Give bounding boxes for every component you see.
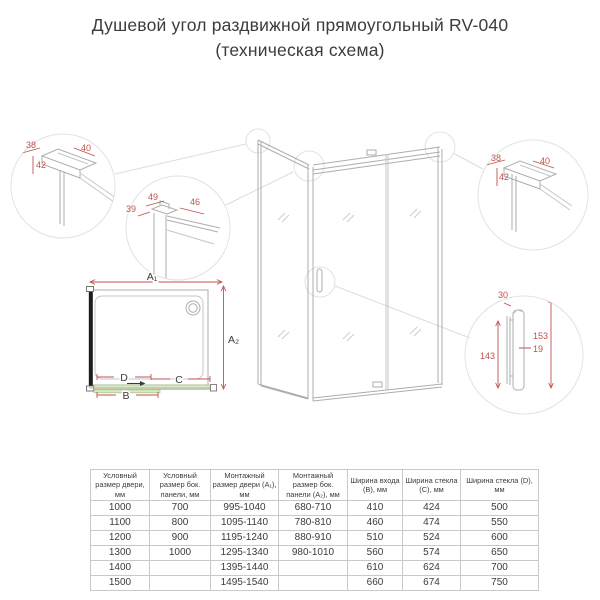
dim-label-width: 49: [147, 192, 159, 202]
front-frame: [308, 147, 442, 401]
page-title: [0, 13, 600, 63]
table-cell: 660: [348, 575, 403, 590]
table-cell: 680-710: [279, 500, 348, 515]
table-cell: 1095-1140: [211, 515, 279, 530]
dim-label-height: 42: [35, 160, 47, 170]
table-cell: 780-810: [279, 515, 348, 530]
plan-label-b: B: [122, 390, 130, 402]
table-cell: 1200: [91, 530, 150, 545]
spec-table-head: [91, 470, 539, 501]
dim-label-outer-height: 153: [532, 331, 548, 341]
table-cell: 1400: [91, 560, 150, 575]
drain-icon-inner: [189, 304, 197, 312]
table-row: [91, 530, 539, 545]
title-line-1: Душевой угол раздвижной прямоугольный RV-040: [91, 15, 509, 35]
table-cell: 1500: [91, 575, 150, 590]
plan-view: [87, 271, 240, 402]
table-header-cell: Монтажный размер двери (A₁), мм: [211, 470, 279, 501]
dim-label-depth: 46: [189, 197, 201, 207]
table-cell: 600: [461, 530, 539, 545]
table-cell: 510: [348, 530, 403, 545]
table-cell: 460: [348, 515, 403, 530]
table-row: [91, 560, 539, 575]
table-cell: 410: [348, 500, 403, 515]
table-cell: [279, 575, 348, 590]
table-row: [91, 575, 539, 590]
table-header-cell: Ширина стекла (D), мм: [461, 470, 539, 501]
table-cell: 700: [461, 560, 539, 575]
dim-label-width: 38: [25, 140, 37, 150]
table-header-cell: Условный размер двери, мм: [91, 470, 150, 501]
glass-shine-marks: [278, 209, 421, 341]
enclosure-3d-view: [246, 129, 455, 401]
spec-table-body: [91, 500, 539, 590]
table-cell: [150, 560, 211, 575]
table-row: [91, 500, 539, 515]
table-header-cell: Ширина стекла (C), мм: [403, 470, 461, 501]
table-cell: [150, 575, 211, 590]
table-cell: 560: [348, 545, 403, 560]
table-cell: 624: [403, 560, 461, 575]
top-roller-tab: [367, 150, 376, 155]
detail-circle-top-left-profile: [11, 134, 116, 238]
spec-table: [90, 469, 539, 591]
table-header-cell: Монтажный размер бок. панели (A₂), мм: [279, 470, 348, 501]
plan-label-d: D: [120, 372, 128, 384]
plan-label-a2: A₂: [228, 334, 240, 346]
highlight-ring-handle: [305, 267, 335, 297]
dim-label-depth: 40: [539, 156, 551, 166]
table-cell: 1000: [150, 545, 211, 560]
highlight-ring-corner: [294, 151, 324, 181]
plan-label-c: C: [175, 374, 183, 386]
table-cell: 750: [461, 575, 539, 590]
drain-icon: [186, 301, 200, 315]
tray-inner-outline: [95, 296, 203, 379]
table-cell: 880-910: [279, 530, 348, 545]
table-cell: 610: [348, 560, 403, 575]
table-cell: 650: [461, 545, 539, 560]
dim-label-width: 38: [490, 153, 502, 163]
title-line-2: (техническая схема): [215, 40, 385, 60]
table-cell: 674: [403, 575, 461, 590]
dim-label-width: 30: [497, 290, 509, 300]
wall-profile-cap-top: [87, 287, 94, 292]
dim-label-depth: 19: [533, 344, 544, 354]
door-track-highlight: [94, 385, 212, 390]
table-cell: 574: [403, 545, 461, 560]
bottom-glide-tab: [373, 382, 382, 387]
table-row: [91, 515, 539, 530]
detail-circle-handle: [465, 290, 583, 414]
door-handle-3d: [317, 269, 322, 292]
table-cell: 900: [150, 530, 211, 545]
dim-label-grip-height: 143: [479, 351, 495, 361]
table-cell: 995-1040: [211, 500, 279, 515]
tray-outline: [89, 290, 208, 385]
wall-profile-cap-right: [211, 385, 217, 392]
technical-diagram: [0, 106, 600, 458]
table-cell: 1300: [91, 545, 150, 560]
table-cell: 500: [461, 500, 539, 515]
side-panel-plan: [89, 289, 93, 388]
door-divider: [386, 154, 388, 390]
detail-circle-top-right-profile: [478, 140, 588, 250]
table-cell: 1395-1440: [211, 560, 279, 575]
table-cell: 474: [403, 515, 461, 530]
table-cell: 700: [150, 500, 211, 515]
table-cell: [279, 560, 348, 575]
table-cell: 800: [150, 515, 211, 530]
plan-label-a1: A₁: [146, 271, 158, 283]
table-cell: 1495-1540: [211, 575, 279, 590]
dim-label-depth: 40: [80, 143, 92, 153]
leader-lines: [115, 144, 483, 338]
table-cell: 424: [403, 500, 461, 515]
table-header-cell: Условный размер бок. панели, мм: [150, 470, 211, 501]
detail-circle-corner-post: [126, 176, 230, 280]
dim-label-offset: 39: [125, 204, 137, 214]
table-header-cell: Ширина входа (B), мм: [348, 470, 403, 501]
table-cell: 1100: [91, 515, 150, 530]
table-row: [91, 545, 539, 560]
table-cell: 1295-1340: [211, 545, 279, 560]
dim-label-height: 42: [498, 172, 510, 182]
table-cell: 550: [461, 515, 539, 530]
table-cell: 1000: [91, 500, 150, 515]
table-cell: 524: [403, 530, 461, 545]
table-cell: 980-1010: [279, 545, 348, 560]
table-header-row: [91, 470, 539, 501]
table-cell: 1195-1240: [211, 530, 279, 545]
